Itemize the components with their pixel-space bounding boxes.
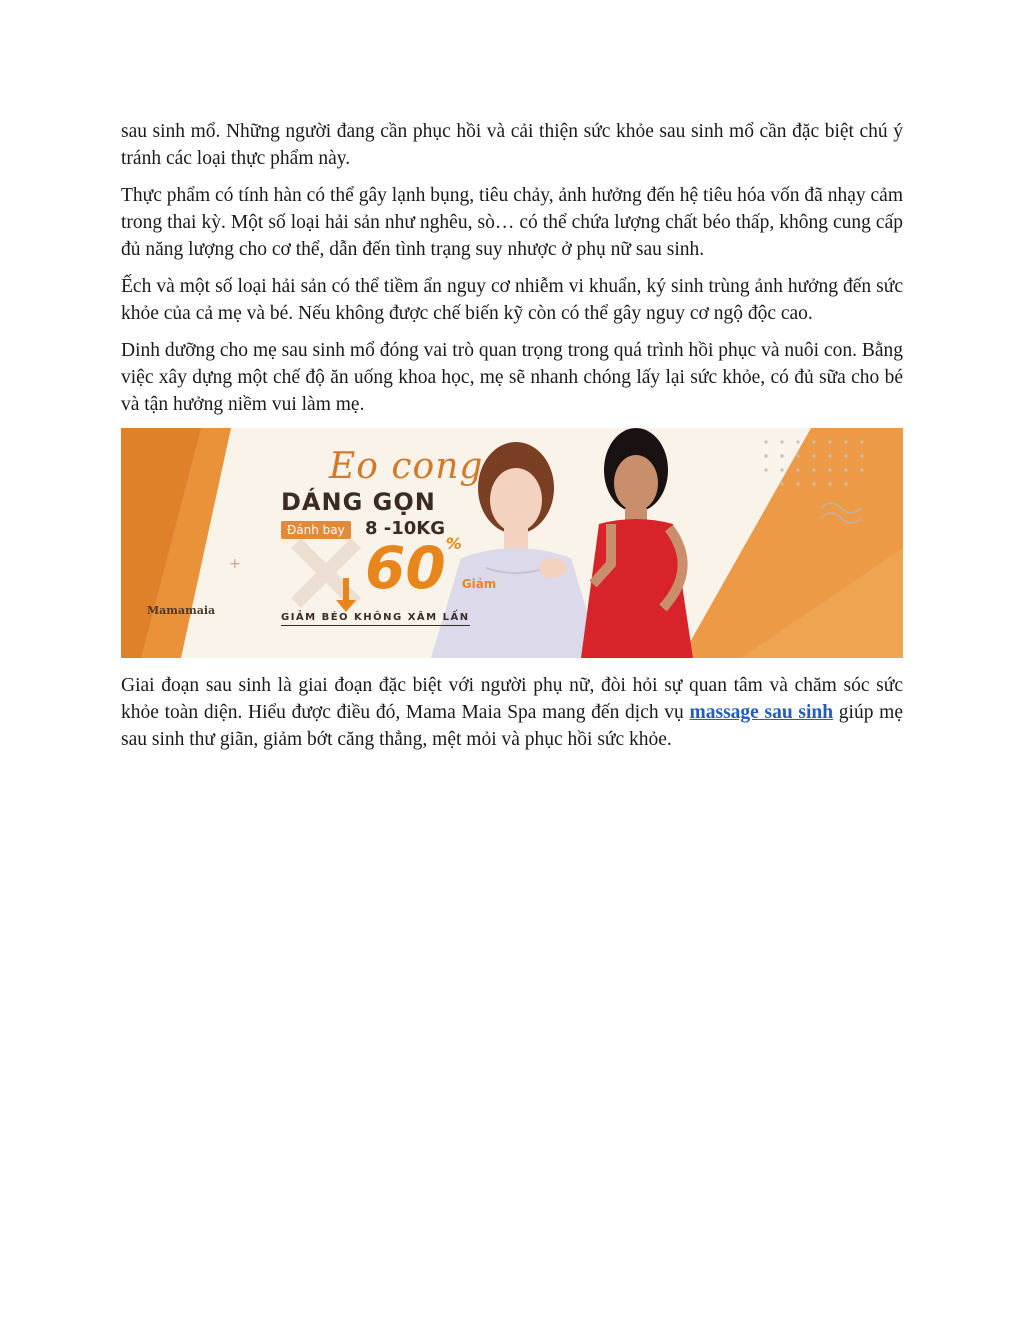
paragraph-final-text: Giai đoạn sau sinh là giai đoạn đặc biệt với người phụ nữ, đòi hỏi sự quan tâm và chăm sóc sức khỏe toàn diện. Hiểu được điều đó, Mama Maia Spa mang đến dịch vụ [121,675,903,723]
paragraph-3: Ếch và một số loại hải sản có thể tiềm ẩn nguy cơ nhiễm vi khuẩn, ký sinh trùng ảnh hưởng đến sức khỏe của cả mẹ và bé. Nếu không được chế biến kỹ còn có thể gây nguy cơ ngộ độc cao. [121,276,903,324]
banner-discount-suffix: % [445,534,462,553]
banner-tag: Đánh bay [281,521,351,539]
banner-discount-word: Giảm [461,577,497,591]
document-body [121,118,903,763]
banner-headline-script: Eo cong [329,446,484,487]
banner-headline: DÁNG GỌN [281,488,436,516]
banner-graphic [121,428,903,658]
promo-banner-image [121,428,903,658]
svg-text:+: + [229,556,241,572]
banner-discount-value: 60 [365,534,446,602]
paragraph-1: sau sinh mổ. Những người đang cần phục hồi và cải thiện sức khỏe sau sinh mổ cần đặc biệt chú ý tránh các loại thực phẩm này. [121,121,903,169]
banner-discount [365,534,496,602]
massage-sau-sinh-link[interactable]: massage sau sinh [689,702,834,723]
paragraph-final-text-end: giúp mẹ sau sinh thư giãn, giảm bớt căng thẳng, mệt mỏi và phục hồi sức khỏe. [121,702,903,750]
banner-logo: Mamamaia [147,604,216,617]
banner-subline: GIẢM BÉO KHÔNG XÂM LẤN [281,612,470,626]
paragraph-4: Dinh dưỡng cho mẹ sau sinh mổ đóng vai trò quan trọng trong quá trình hồi phục và nuôi con. Bằng việc xây dựng một chế độ ăn uống khoa học, mẹ sẽ nhanh chóng lấy lại sức khỏe, có đủ sữa cho bé và tận hưởng niềm vui làm mẹ. [121,340,903,415]
paragraph-final [121,672,903,753]
paragraph-2: Thực phẩm có tính hàn có thể gây lạnh bụng, tiêu chảy, ảnh hưởng đến hệ tiêu hóa vốn đã nhạy cảm trong thai kỳ. Một số loại hải sản như nghêu, sò… có thể chứa lượng chất béo thấp, không cung cấp đủ năng lượng cho cơ thể, dẫn đến tình trạng suy nhược ở phụ nữ sau sinh. [121,185,903,260]
banner-weight: 8 -10KG [365,518,446,539]
